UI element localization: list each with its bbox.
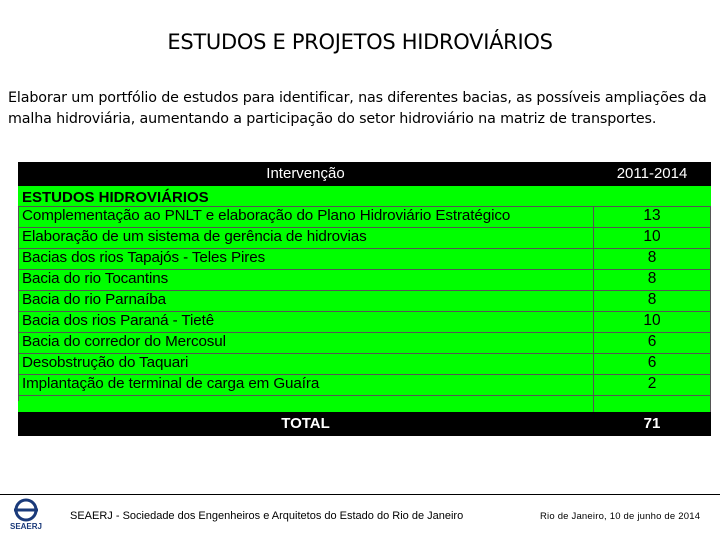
table-row	[18, 311, 711, 332]
row-name: Bacia dos rios Paraná - Tietê	[22, 312, 215, 329]
total-row	[18, 412, 711, 436]
total-label: TOTAL	[281, 415, 330, 432]
slide-title: ESTUDOS E PROJETOS HIDROVIÁRIOS	[167, 30, 553, 54]
table-row	[18, 290, 711, 311]
interventions-table	[18, 162, 711, 436]
row-value: 8	[647, 270, 657, 287]
row-name: Complementação ao PNLT e elaboração do Plano Hidroviário Estratégico	[22, 207, 511, 224]
row-name: Bacias dos rios Tapajós - Teles Pires	[22, 249, 266, 266]
row-value: 6	[647, 354, 657, 371]
table-rows	[18, 206, 711, 395]
footer-date: Rio de Janeiro, 10 de junho de 2014	[540, 511, 701, 522]
table-row	[18, 269, 711, 290]
row-name: Elaboração de um sistema de gerência de hidrovias	[22, 228, 367, 245]
table-row	[18, 206, 711, 227]
table-row	[18, 332, 711, 353]
intro-text: Elaborar um portfólio de estudos para identificar, nas diferentes bacias, as possíveis ampliações da malha hidroviária, aumentando a participação do setor hidroviário na matriz de transportes.	[8, 90, 707, 127]
row-value: 8	[647, 249, 657, 266]
row-name: Bacia do corredor do Mercosul	[22, 333, 226, 350]
row-value: 10	[643, 228, 661, 245]
row-value: 2	[647, 375, 657, 392]
footer-organization: SEAERJ - Sociedade dos Engenheiros e Arquitetos do Estado do Rio de Janeiro	[70, 510, 464, 522]
table-row	[18, 248, 711, 269]
table-row	[18, 374, 711, 395]
logo-text: SEAERJ	[9, 522, 42, 531]
footer-divider	[0, 494, 720, 495]
table-header	[18, 162, 711, 186]
row-name: Bacia do rio Tocantins	[22, 270, 169, 287]
header-intervencao: Intervenção	[266, 165, 345, 182]
row-value: 6	[647, 333, 657, 350]
seaerj-logo-icon	[6, 497, 46, 537]
row-name: Bacia do rio Parnaíba	[22, 291, 166, 308]
section-heading: ESTUDOS HIDROVIÁRIOS	[22, 189, 209, 206]
row-name: Desobstrução do Taquari	[22, 354, 189, 371]
total-value: 71	[643, 415, 661, 432]
row-value: 13	[643, 207, 661, 224]
table-row	[18, 353, 711, 374]
table-row	[18, 227, 711, 248]
row-value: 10	[643, 312, 661, 329]
header-period: 2011-2014	[616, 165, 688, 182]
row-name: Implantação de terminal de carga em Guaíra	[22, 375, 320, 392]
row-value: 8	[647, 291, 657, 308]
